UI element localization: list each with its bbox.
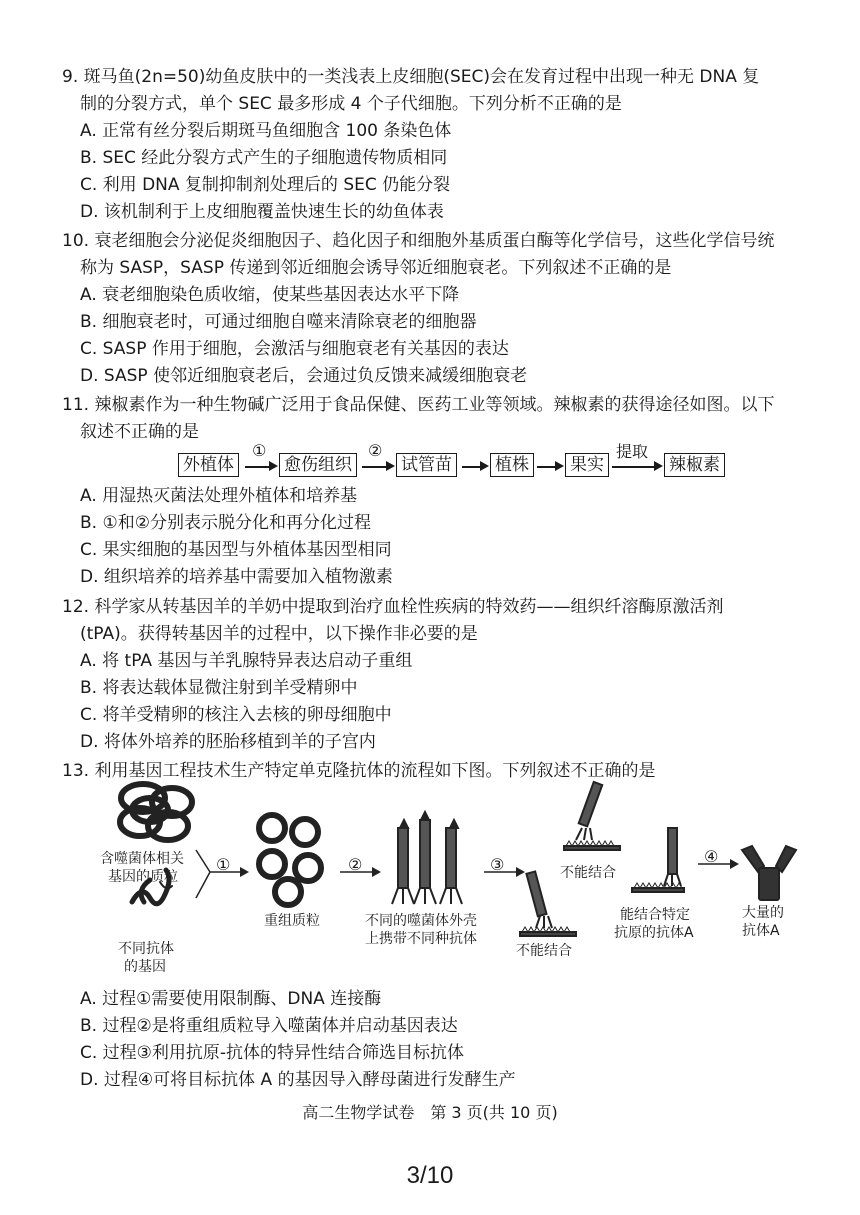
q10-stem-line1: 10. 衰老细胞会分泌促炎细胞因子、趋化因子和细胞外基质蛋白酶等化学信号，这些化学信号统 [62, 231, 775, 251]
bind-label-line2: 抗原的抗体A [614, 925, 694, 941]
bind-label-line1: 能结合特定 [620, 907, 690, 923]
flow-extract-label: 提取 [616, 442, 649, 461]
phage-label-line1: 不同的噬菌体外壳 [365, 913, 477, 929]
plasmid-cluster-icon [120, 784, 192, 840]
flow-arrow-1 [245, 466, 271, 468]
phage-icon [392, 812, 462, 904]
flow-box-plantlet: 试管苗 [396, 453, 457, 477]
recombinant-plasmid-label: 重组质粒 [264, 913, 320, 929]
q9-stem-line1: 9. 斑马鱼(2n=50)幼鱼皮肤中的一类浅表上皮细胞(SEC)会在发育过程中出现一种无 DNA 复 [62, 67, 760, 87]
q10-option-c: C. SASP 作用于细胞，会激活与细胞衰老有关基因的表达 [80, 339, 509, 359]
page-number: 3/10 [406, 1162, 454, 1189]
diagram-step-2: ② [348, 855, 363, 874]
antibody-y-icon [742, 846, 796, 900]
q10-option-a: A. 衰老细胞染色质收缩，使某些基因表达水平下降 [80, 285, 460, 305]
flow-box-capsaicin: 辣椒素 [664, 453, 725, 477]
flow-step-1: ① [252, 441, 267, 460]
no-bind-bottom-label: 不能结合 [516, 943, 572, 959]
antibody-gene-label-line1: 不同抗体 [118, 941, 174, 957]
q9-stem-line2: 制的分裂方式，单个 SEC 最多形成 4 个子代细胞。下列分析不正确的是 [80, 94, 622, 114]
flow-arrow-4 [537, 466, 557, 468]
many-antibody-label-line2: 抗体A [742, 923, 780, 939]
q10-option-b: B. 细胞衰老时，可通过细胞自噬来清除衰老的细胞器 [80, 312, 477, 332]
q9-option-c: C. 利用 DNA 复制抑制剂处理后的 SEC 仍能分裂 [80, 175, 451, 195]
q11-option-a: A. 用湿热灭菌法处理外植体和培养基 [80, 486, 358, 506]
flow-box-plant: 植株 [490, 453, 534, 477]
recombinant-plasmid-icon [259, 815, 321, 905]
q9-option-b: B. SEC 经此分裂方式产生的子细胞遗传物质相同 [80, 148, 448, 168]
q13-option-b: B. 过程②是将重组质粒导入噬菌体并启动基因表达 [80, 1016, 458, 1036]
q13-option-c: C. 过程③利用抗原-抗体的特异性结合筛选目标抗体 [80, 1043, 465, 1063]
q11-stem-line2: 叙述不正确的是 [80, 422, 199, 442]
flow-arrowhead-2 [386, 461, 395, 471]
q9-option-d: D. 该机制利于上皮细胞覆盖快速生长的幼鱼体表 [80, 202, 444, 222]
flow-arrowhead-1 [269, 461, 278, 471]
q12-option-c: C. 将羊受精卵的核注入去核的卵母细胞中 [80, 705, 392, 725]
no-bind-top-label: 不能结合 [560, 865, 616, 881]
flow-arrow-5 [612, 466, 656, 468]
flow-arrowhead-3 [480, 461, 489, 471]
q12-option-a: A. 将 tPA 基因与羊乳腺特异表达启动子重组 [80, 651, 413, 671]
flow-arrow-3 [462, 466, 482, 468]
phage-label-line2: 上携带不同种抗体 [365, 931, 477, 947]
q13-option-a: A. 过程①需要使用限制酶、DNA 连接酶 [80, 989, 382, 1009]
plasmid-label-line1: 含噬菌体相关 [100, 851, 184, 867]
antibody-gene-label-line2: 的基因 [124, 959, 166, 975]
q10-stem-line2: 称为 SASP，SASP 传递到邻近细胞会诱导邻近细胞衰老。下列叙述不正确的是 [80, 258, 672, 278]
q12-stem-line2: (tPA)。获得转基因羊的过程中，以下操作非必要的是 [80, 624, 478, 644]
flow-box-fruit: 果实 [565, 453, 609, 477]
q12-option-b: B. 将表达载体显微注射到羊受精卵中 [80, 678, 358, 698]
flow-arrowhead-4 [555, 461, 564, 471]
q12-stem-line1: 12. 科学家从转基因羊的羊奶中提取到治疗血栓性疾病的特效药——组织纤溶酶原激活剂 [62, 597, 724, 617]
flow-box-callus: 愈伤组织 [279, 453, 357, 477]
page-footer: 高二生物学试卷 第 3 页(共 10 页) [302, 1103, 558, 1122]
diagram-step-3: ③ [490, 855, 505, 874]
q11-option-c: C. 果实细胞的基因型与外植体基因型相同 [80, 540, 392, 560]
q13-stem: 13. 利用基因工程技术生产特定单克隆抗体的流程如下图。下列叙述不正确的是 [62, 761, 656, 781]
many-antibody-label-line1: 大量的 [742, 905, 784, 921]
q12-option-d: D. 将体外培养的胚胎移植到羊的子宫内 [80, 732, 376, 752]
flow-step-2: ② [368, 441, 383, 460]
diagram-step-1: ① [216, 855, 231, 874]
q9-option-a: A. 正常有丝分裂后期斑马鱼细胞含 100 条染色体 [80, 121, 452, 141]
flow-arrowhead-5 [654, 461, 663, 471]
q11-stem-line1: 11. 辣椒素作为一种生物碱广泛用于食品保健、医药工业等领域。辣椒素的获得途径如图。以下 [62, 395, 775, 415]
bound-phage-icon [632, 828, 684, 892]
q11-option-b: B. ①和②分别表示脱分化和再分化过程 [80, 513, 371, 533]
q13-option-d: D. 过程④可将目标抗体 A 的基因导入酵母菌进行发酵生产 [80, 1070, 516, 1090]
plasmid-label-line2: 基因的质粒 [108, 869, 178, 885]
unbound-phage-top-icon [564, 782, 620, 850]
flow-arrow-2 [362, 466, 388, 468]
q11-option-d: D. 组织培养的培养基中需要加入植物激素 [80, 567, 393, 587]
diagram-step-4: ④ [704, 847, 719, 866]
q10-option-d: D. SASP 使邻近细胞衰老后，会通过负反馈来减缓细胞衰老 [80, 366, 528, 386]
flow-box-explant: 外植体 [178, 453, 239, 477]
